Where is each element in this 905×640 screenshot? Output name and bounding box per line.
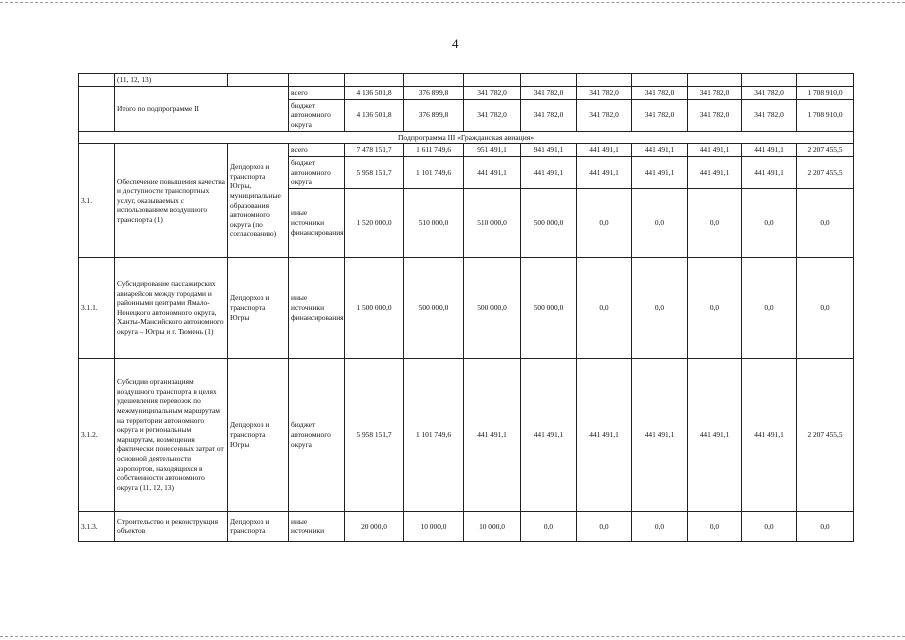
page-number: 4 bbox=[452, 36, 459, 51]
cell-empty bbox=[632, 74, 688, 87]
row-number: 3.1.2. bbox=[79, 358, 115, 511]
value-cell: 376 899,8 bbox=[404, 86, 464, 99]
value-cell: 441 491,1 bbox=[688, 358, 742, 511]
cell-empty bbox=[464, 74, 521, 87]
value-cell: 0,0 bbox=[797, 511, 854, 541]
table-row bbox=[79, 86, 854, 99]
value-cell: 4 136 501,8 bbox=[345, 99, 404, 131]
table-row bbox=[79, 511, 854, 541]
funding-source: бюджет автономного округа bbox=[289, 358, 345, 511]
value-cell: 0,0 bbox=[688, 188, 742, 257]
value-cell: 10 000,0 bbox=[404, 511, 464, 541]
value-cell: 951 491,1 bbox=[464, 144, 521, 157]
executor: Депдорхоз и транспорта Югры, муниципальные образования автономного округа (по согласованию) bbox=[228, 144, 289, 258]
value-cell: 0,0 bbox=[577, 511, 632, 541]
executor: Депдорхоз и транспорта bbox=[228, 511, 289, 541]
cell-empty bbox=[742, 74, 797, 87]
scan-top-edge bbox=[0, 2, 905, 3]
funding-source: иные источники финансирования bbox=[289, 257, 345, 358]
value-cell: 341 782,0 bbox=[577, 86, 632, 99]
value-cell: 441 491,1 bbox=[577, 144, 632, 157]
cell-empty bbox=[345, 74, 404, 87]
funding-source: бюджет автономного округа bbox=[289, 99, 345, 131]
value-cell: 441 491,1 bbox=[577, 358, 632, 511]
value-cell: 441 491,1 bbox=[688, 144, 742, 157]
cell-empty bbox=[521, 74, 577, 87]
scan-bottom-edge bbox=[0, 636, 905, 637]
value-cell: 0,0 bbox=[632, 257, 688, 358]
funding-source: бюджет автономного округа bbox=[289, 156, 345, 188]
value-cell: 441 491,1 bbox=[464, 358, 521, 511]
value-cell: 376 899,8 bbox=[404, 99, 464, 131]
cell-empty bbox=[79, 86, 115, 131]
value-cell: 1 708 910,0 bbox=[797, 86, 854, 99]
value-cell: 441 491,1 bbox=[688, 156, 742, 188]
value-cell: 341 782,0 bbox=[742, 86, 797, 99]
value-cell: 341 782,0 bbox=[632, 86, 688, 99]
value-cell: 5 958 151,7 bbox=[345, 358, 404, 511]
value-cell: 441 491,1 bbox=[632, 144, 688, 157]
value-cell: 0,0 bbox=[688, 257, 742, 358]
value-cell: 0,0 bbox=[797, 257, 854, 358]
value-cell: 0,0 bbox=[742, 188, 797, 257]
value-cell: 341 782,0 bbox=[464, 86, 521, 99]
value-cell: 441 491,1 bbox=[742, 144, 797, 157]
continuation-row bbox=[79, 74, 854, 87]
value-cell: 341 782,0 bbox=[577, 99, 632, 131]
funding-source: иные источники финансирования bbox=[289, 188, 345, 257]
table-row bbox=[79, 144, 854, 157]
executor: Депдорхоз и транспорта Югры bbox=[228, 358, 289, 511]
value-cell: 1 101 749,6 bbox=[404, 156, 464, 188]
value-cell: 441 491,1 bbox=[464, 156, 521, 188]
value-cell: 5 958 151,7 bbox=[345, 156, 404, 188]
value-cell: 10 000,0 bbox=[464, 511, 521, 541]
value-cell: 0,0 bbox=[577, 257, 632, 358]
cell-empty bbox=[577, 74, 632, 87]
value-cell: 510 000,0 bbox=[464, 188, 521, 257]
cell-empty bbox=[228, 74, 289, 87]
row-number: 3.1.1. bbox=[79, 257, 115, 358]
value-cell: 2 207 455,5 bbox=[797, 358, 854, 511]
value-cell: 441 491,1 bbox=[632, 358, 688, 511]
value-cell: 500 000,0 bbox=[521, 257, 577, 358]
table-row bbox=[79, 358, 854, 511]
cell-empty bbox=[79, 74, 115, 87]
value-cell: 500 000,0 bbox=[521, 188, 577, 257]
executor: Депдорхоз и транспорта Югры bbox=[228, 257, 289, 358]
value-cell: 441 491,1 bbox=[742, 156, 797, 188]
value-cell: 500 000,0 bbox=[464, 257, 521, 358]
cell-empty bbox=[404, 74, 464, 87]
value-cell: 1 500 000,0 bbox=[345, 257, 404, 358]
value-cell: 441 491,1 bbox=[577, 156, 632, 188]
cell-empty bbox=[688, 74, 742, 87]
table-row bbox=[79, 257, 854, 358]
value-cell: 341 782,0 bbox=[464, 99, 521, 131]
value-cell: 4 136 501,8 bbox=[345, 86, 404, 99]
value-cell: 341 782,0 bbox=[742, 99, 797, 131]
activity-name: Строительство и реконструкция объектов bbox=[115, 511, 228, 541]
value-cell: 0,0 bbox=[577, 188, 632, 257]
value-cell: 341 782,0 bbox=[688, 86, 742, 99]
value-cell: 0,0 bbox=[632, 188, 688, 257]
value-cell: 0,0 bbox=[688, 511, 742, 541]
value-cell: 0,0 bbox=[632, 511, 688, 541]
activity-name: Обеспечение повышения качества и доступности транспортных услуг, оказываемых с использованием воздушного транспорта (1) bbox=[115, 144, 228, 258]
continuation-text: (11, 12, 13) bbox=[115, 74, 228, 87]
value-cell: 2 207 455,5 bbox=[797, 144, 854, 157]
value-cell: 441 491,1 bbox=[632, 156, 688, 188]
itogo-label: Итого по подпрограмме II bbox=[115, 86, 289, 131]
funding-source: всего bbox=[289, 144, 345, 157]
cell-empty bbox=[289, 74, 345, 87]
activity-name: Субсидии организациям воздушного транспорта в целях удешевления перевозок по межмуниципальным маршрутам на территории автономного округа и региональным маршрутам, возмещения фактически понесенных затрат от основной деятельности аэропортов, находящихся в собственности автономного округа (11, 12, 13) bbox=[115, 358, 228, 511]
value-cell: 941 491,1 bbox=[521, 144, 577, 157]
value-cell: 2 207 455,5 bbox=[797, 156, 854, 188]
value-cell: 20 000,0 bbox=[345, 511, 404, 541]
value-cell: 1 520 000,0 bbox=[345, 188, 404, 257]
value-cell: 441 491,1 bbox=[521, 156, 577, 188]
value-cell: 341 782,0 bbox=[688, 99, 742, 131]
value-cell: 510 000,0 bbox=[404, 188, 464, 257]
value-cell: 0,0 bbox=[742, 511, 797, 541]
subprogram-header-row bbox=[79, 131, 854, 144]
funding-source: всего bbox=[289, 86, 345, 99]
value-cell: 1 708 910,0 bbox=[797, 99, 854, 131]
value-cell: 441 491,1 bbox=[742, 358, 797, 511]
subprogram-title: Подпрограмма III «Гражданская авиация» bbox=[79, 131, 854, 144]
activity-name: Субсидирование пассажирских авиарейсов между городами и районными центрами Ямало-Ненецкого автономного округа, Ханты-Мансийского автономного округа – Югры и г. Тюмень (1) bbox=[115, 257, 228, 358]
value-cell: 341 782,0 bbox=[632, 99, 688, 131]
value-cell: 0,0 bbox=[521, 511, 577, 541]
value-cell: 0,0 bbox=[797, 188, 854, 257]
value-cell: 341 782,0 bbox=[521, 86, 577, 99]
value-cell: 500 000,0 bbox=[404, 257, 464, 358]
value-cell: 341 782,0 bbox=[521, 99, 577, 131]
value-cell: 7 478 151,7 bbox=[345, 144, 404, 157]
value-cell: 1 101 749,6 bbox=[404, 358, 464, 511]
value-cell: 441 491,1 bbox=[521, 358, 577, 511]
row-number: 3.1. bbox=[79, 144, 115, 258]
row-number: 3.1.3. bbox=[79, 511, 115, 541]
budget-table bbox=[78, 73, 854, 542]
value-cell: 1 611 749,6 bbox=[404, 144, 464, 157]
cell-empty bbox=[797, 74, 854, 87]
value-cell: 0,0 bbox=[742, 257, 797, 358]
funding-source: иные источники bbox=[289, 511, 345, 541]
